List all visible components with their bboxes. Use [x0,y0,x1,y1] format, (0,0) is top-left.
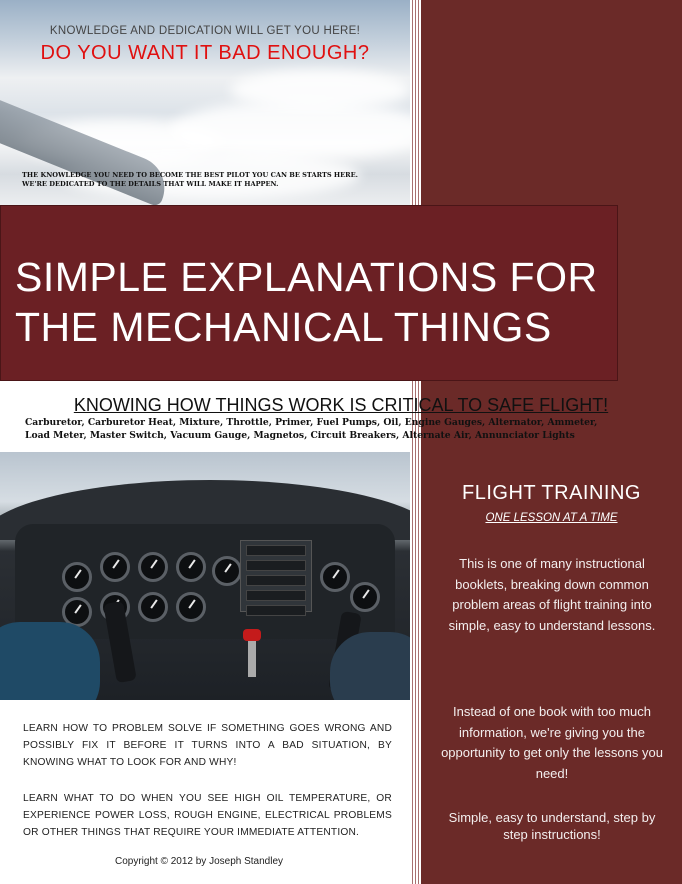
gauge-icon [176,592,206,622]
throttle-knob [248,637,256,677]
body-paragraph-1: LEARN HOW TO PROBLEM SOLVE IF SOMETHING GOES WRONG AND POSSIBLY FIX IT BEFORE IT TURNS INTO A BAD SITUATION, BY KNOWING WHAT TO LOOK FOR AND WHY! [23,723,392,768]
sidebar-subtitle: ONE LESSON AT A TIME [485,512,618,524]
header-tagline-line1: THE KNOWLEDGE YOU NEED TO BECOME THE BEST PILOT YOU CAN BE STARTS HERE. [22,171,358,179]
body-paragraph-2: LEARN WHAT TO DO WHEN YOU SEE HIGH OIL TEMPERATURE, OR EXPERIENCE POWER LOSS, ROUGH ENGINE, ELECTRICAL PROBLEMS OR OTHER THINGS THAT REQUIRE YOUR IMMEDIATE ATTENTION. [23,793,392,838]
sky-photo [0,0,410,205]
sidebar-paragraph-2: Instead of one book with too much information, we're giving you the opportunity to get only the lessons you need! [441,704,663,781]
gauge-icon [320,562,350,592]
keyword-line1: Carburetor, Carburetor Heat, Mixture, Throttle, Primer, Fuel Pumps, Oil, Engine Gauges, Alternator, Ammeter, [25,417,598,428]
gauge-icon [176,552,206,582]
copyright: Copyright © 2012 by Joseph Standley [115,856,284,867]
column-divider-stripes [410,0,421,884]
keyword-line2: Load Meter, Master Switch, Vacuum Gauge, Magnetos, Circuit Breakers, Alternate Air, Annunciator Lights [25,430,575,441]
page-title [15,252,598,352]
sidebar-title: FLIGHT TRAINING [461,482,641,504]
sidebar-paragraph-3: Simple, easy to understand, step by step instructions! [448,810,656,842]
gauge-icon [138,552,168,582]
header-kicker: KNOWLEDGE AND DEDICATION WILL GET YOU HERE! [49,25,361,37]
title-banner [0,205,618,381]
header-tagline-line2: WE'RE DEDICATED TO THE DETAILS THAT WILL MAKE IT HAPPEN. [22,180,279,188]
header-headline: DO YOU WANT IT BAD ENOUGH? [40,42,370,64]
gauge-icon [350,582,380,612]
page-title-line1: SIMPLE EXPLANATIONS FOR [15,254,598,300]
keyword-list [25,416,665,442]
cockpit-photo [0,452,410,700]
section-heading: KNOWING HOW THINGS WORK IS CRITICAL TO SAFE FLIGHT! [73,395,609,415]
page-title-line2: THE MECHANICAL THINGS [15,304,552,350]
sidebar-paragraph-1: This is one of many instructional booklets, breaking down common problem areas of flight training into simple, easy to understand lessons. [448,556,656,633]
gauge-icon [62,562,92,592]
header-tagline [22,171,358,189]
gauge-icon [100,552,130,582]
radio-stack [240,540,312,612]
gauge-icon [138,592,168,622]
gauge-icon [212,556,242,586]
